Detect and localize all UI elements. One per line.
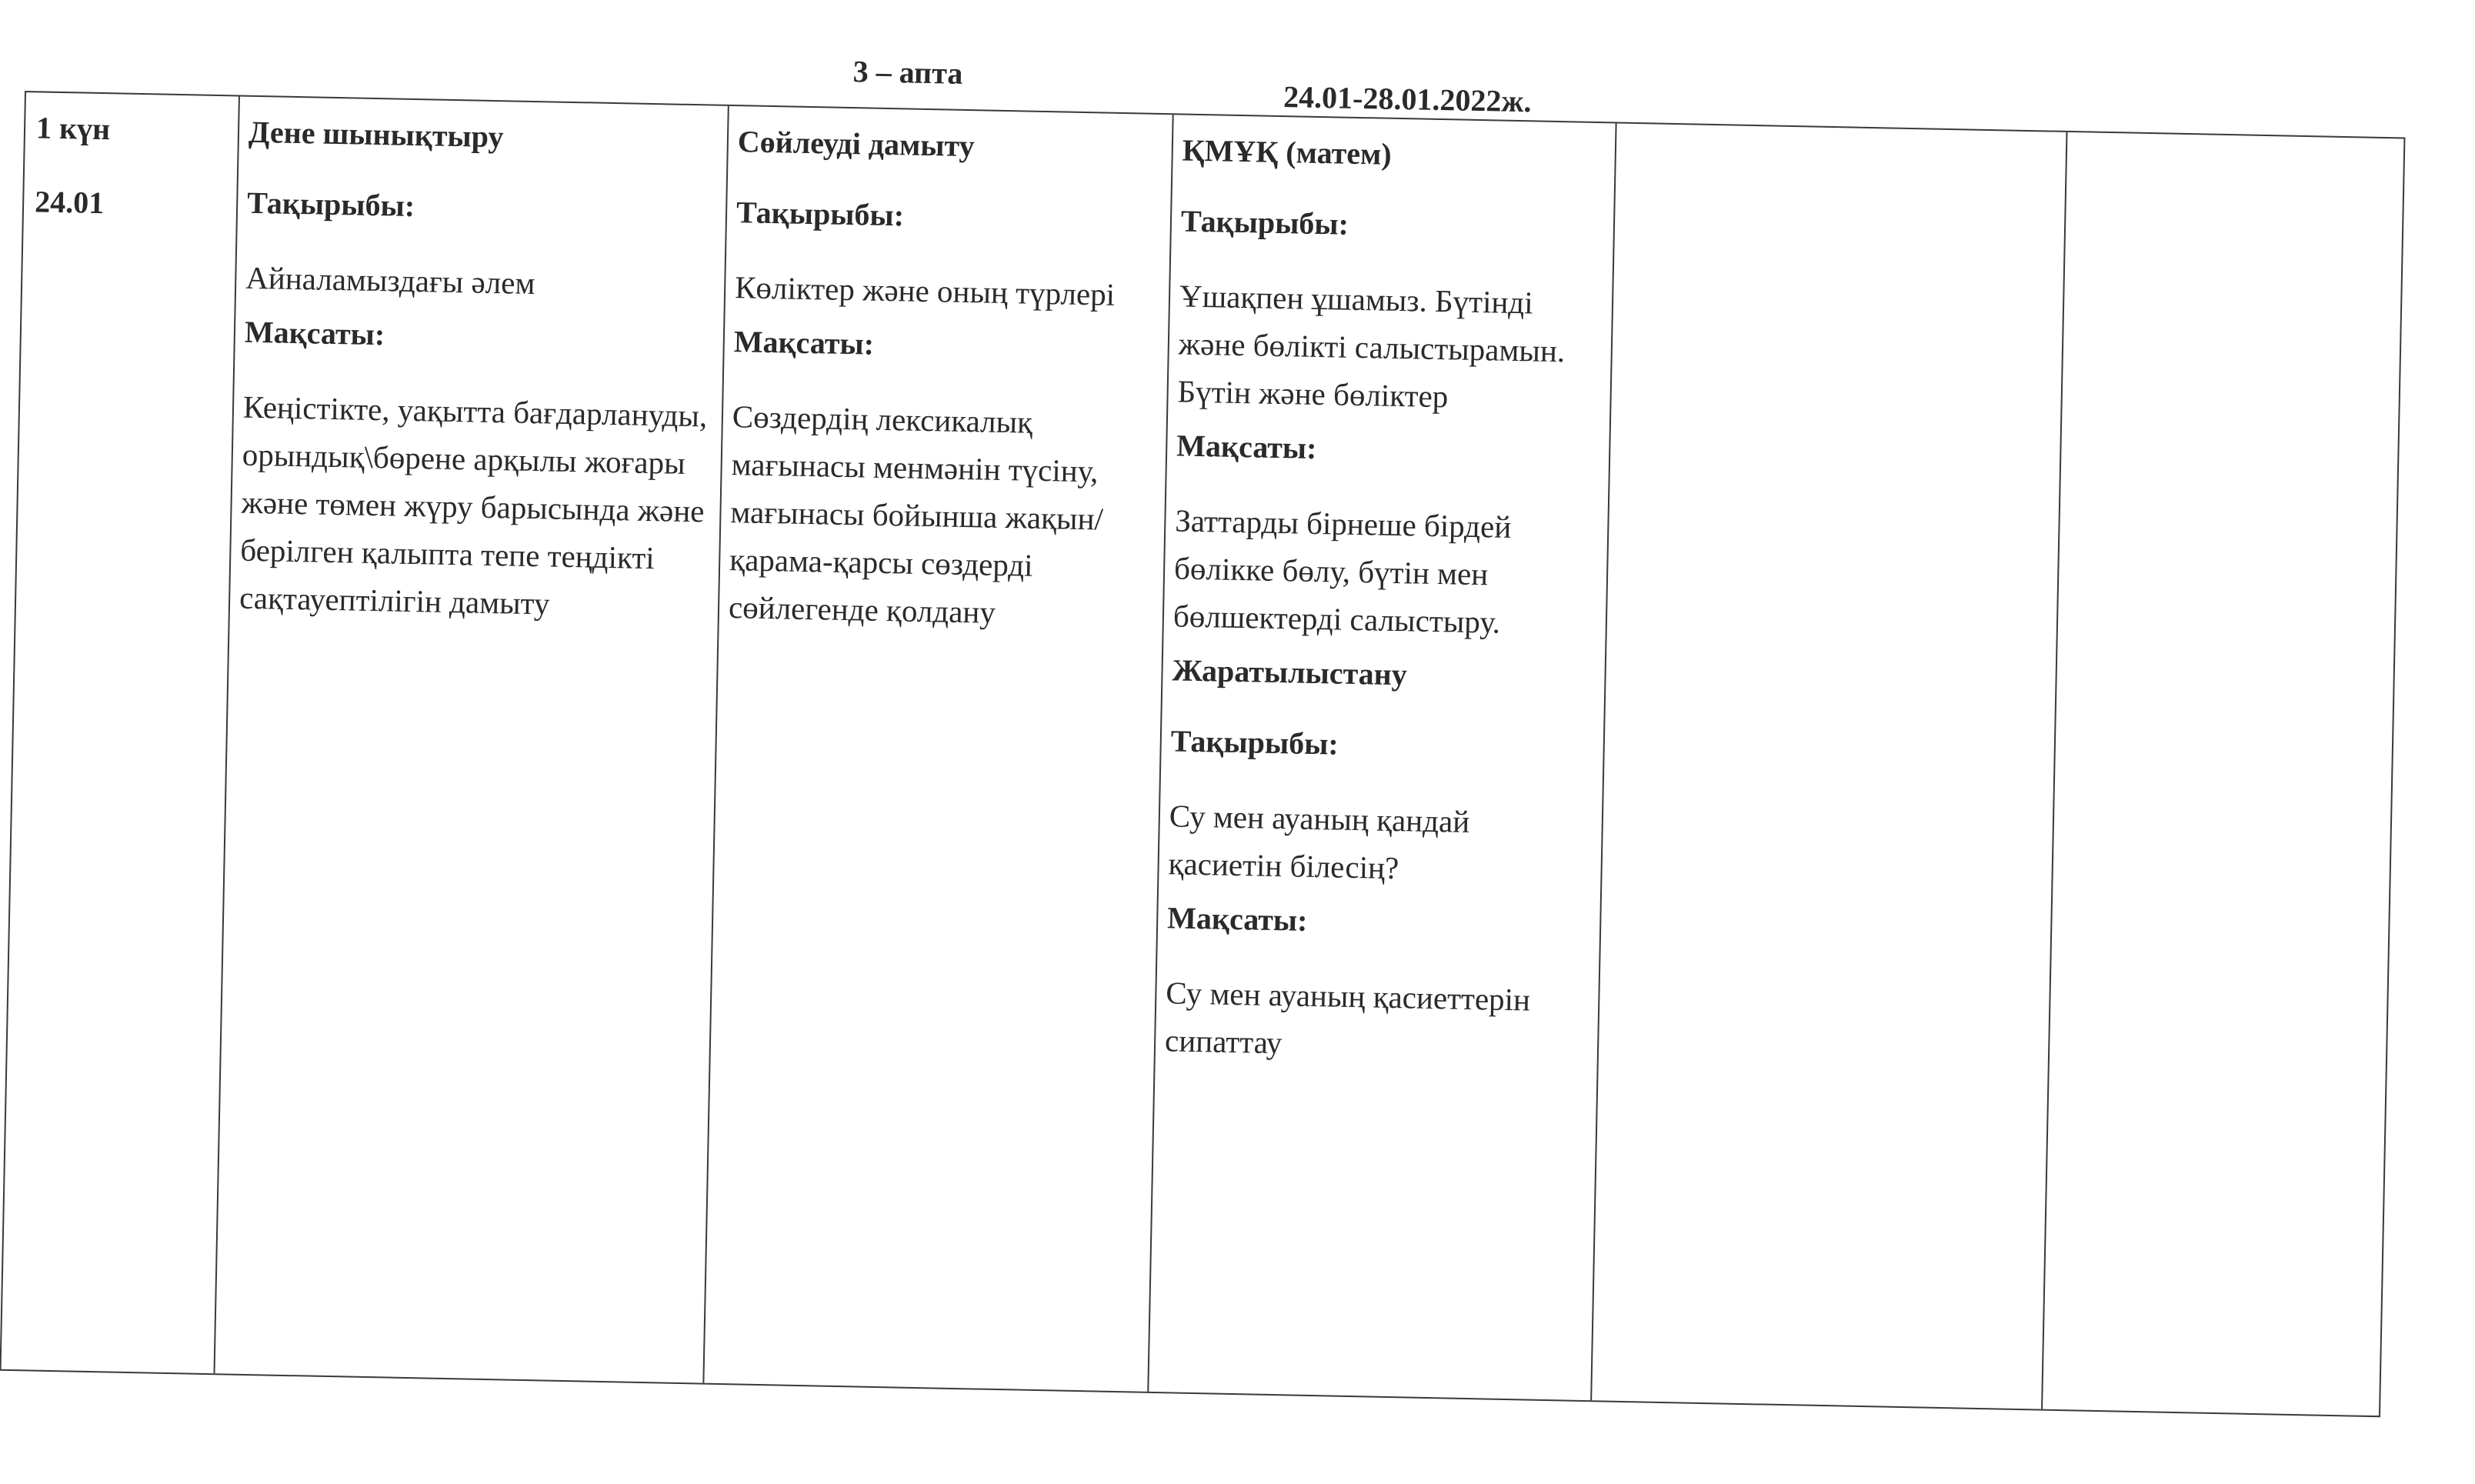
subject-cell-math <box>1154 115 1616 1072</box>
goal-text: Заттарды бірнеше бірдей бөлікке бөлу, бүтін мен бөлшектерді салыстыру. <box>1172 502 1512 640</box>
topic-text: Айналамыздағы әлем <box>245 259 535 302</box>
subject-title: Сөйлеуді дамыту <box>737 124 976 164</box>
natural-science-goal-label: Мақсаты: <box>1166 900 1308 938</box>
goal-text: Сөздердің лексикалық мағынасы менмәнін түсіну, мағынасы бойынша жақын/қарама-қарсы сөздерді сөйлегенде қолдану <box>728 399 1104 630</box>
empty-cell <box>2066 132 2407 155</box>
natural-science-title: Жаратылыстану <box>1172 652 1408 692</box>
topic-text: Ұшақпен ұшамыз. Бүтінді және бөлікті салыстырамын. Бүтін және бөліктер <box>1177 278 1566 415</box>
date-range: 24.01-28.01.2022ж. <box>1283 79 1532 119</box>
subject-title: ҚМҰҚ (матем) <box>1182 132 1393 172</box>
goal-label: Мақсаты: <box>1176 428 1317 465</box>
natural-science-topic-label: Тақырыбы: <box>1170 723 1339 762</box>
goal-text: Кеңістікте, уақытта бағдарлануды, орындық\бөрене арқылы жоғары және төмен жүру барысында және берілген қалыпта тепе теңдікті сақтауептілігін дамыту <box>238 389 708 622</box>
lesson-table <box>0 91 2405 1417</box>
subject-cell-speech-development <box>717 106 1172 639</box>
column-divider <box>2041 132 2067 1409</box>
empty-cell <box>1615 123 2066 147</box>
week-number: 3 – апта <box>852 54 963 91</box>
goal-label: Мақсаты: <box>733 324 875 362</box>
day-date: 24.01 <box>34 184 105 221</box>
topic-label: Тақырыбы: <box>246 185 415 223</box>
subject-title: Дене шынықтыру <box>248 114 504 155</box>
natural-science-goal-text: Су мен ауаның қасиеттерін сипаттау <box>1164 975 1531 1061</box>
day-label: 1 күн <box>35 110 111 147</box>
day-cell <box>24 92 238 225</box>
goal-label: Мақсаты: <box>244 314 385 352</box>
natural-science-topic-text: Су мен ауаның қандай қасиетін білесің? <box>1168 798 1470 886</box>
topic-label: Тақырыбы: <box>1180 203 1349 242</box>
subject-cell-physical-education <box>228 96 728 630</box>
topic-text: Көліктер және оның түрлері <box>734 269 1116 312</box>
topic-label: Тақырыбы: <box>735 195 905 233</box>
